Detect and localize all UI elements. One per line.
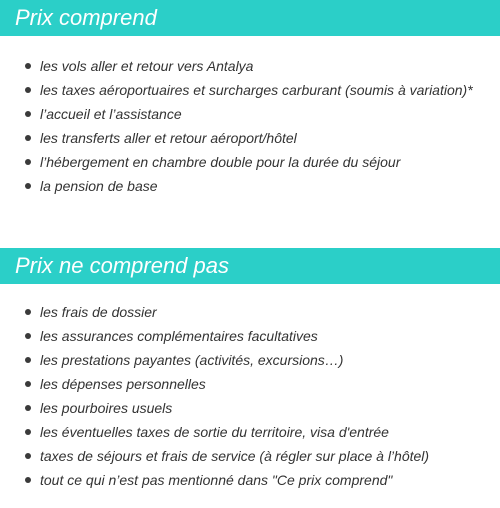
bullet-icon [25,183,31,189]
includes-list [22,54,473,198]
list-item-text: les prestations payantes (activités, excursions…) [40,352,344,368]
list-item [22,174,473,198]
bullet-icon [25,63,31,69]
list-item-text: les pourboires usuels [40,400,173,416]
bullet-icon [25,429,31,435]
list-item-text: les éventuelles taxes de sortie du territoire, visa d'entrée [40,424,389,440]
bullet-icon [25,135,31,141]
list-item-text: les assurances complémentaires facultatives [40,328,318,344]
excludes-heading: Prix ne comprend pas [0,248,500,284]
bullet-icon [25,333,31,339]
bullet-icon [25,453,31,459]
list-item [22,102,473,126]
bullet-icon [25,405,31,411]
bullet-icon [25,111,31,117]
list-item [22,126,473,150]
list-item-text: taxes de séjours et frais de service (à régler sur place à l’hôtel) [40,448,430,464]
bullet-icon [25,477,31,483]
list-item-text: les transferts aller et retour aéroport/hôtel [40,130,297,146]
list-item-text: l’accueil et l’assistance [40,106,182,122]
bullet-icon [25,87,31,93]
list-item [22,420,429,444]
list-item-text: tout ce qui n’est pas mentionné dans "Ce prix comprend" [40,472,393,488]
list-item [22,468,429,492]
list-item-text: les frais de dossier [40,304,157,320]
list-item [22,150,473,174]
list-item-text: les vols aller et retour vers Antalya [40,58,254,74]
list-item [22,324,429,348]
bullet-icon [25,357,31,363]
excludes-list [22,300,429,492]
list-item-text: la pension de base [40,178,158,194]
list-item-text: les taxes aéroportuaires et surcharges carburant (soumis à variation)* [40,82,473,98]
list-item [22,372,429,396]
list-item [22,348,429,372]
list-item-text: les dépenses personnelles [40,376,206,392]
bullet-icon [25,309,31,315]
includes-heading: Prix comprend [0,0,500,36]
list-item-text: l’hébergement en chambre double pour la durée du séjour [40,154,401,170]
bullet-icon [25,381,31,387]
bullet-icon [25,159,31,165]
list-item [22,54,473,78]
list-item [22,300,429,324]
list-item [22,78,473,102]
list-item [22,444,429,468]
list-item [22,396,429,420]
